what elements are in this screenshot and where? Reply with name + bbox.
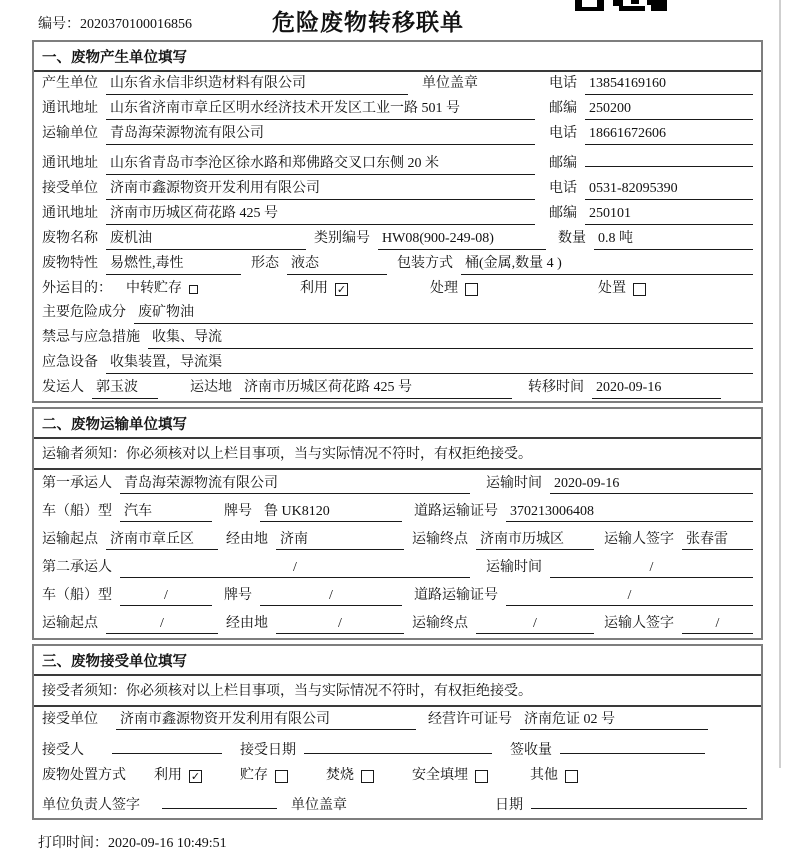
checkbox-utilize: ✓ (336, 283, 347, 297)
transporter-sign-label: 运输人签字 (604, 615, 674, 631)
road-license1-value: 370213006408 (506, 502, 753, 523)
row-shipper (34, 376, 761, 401)
print-time-label: 打印时间： (38, 836, 108, 851)
unit-seal-label: 单位盖章 (291, 797, 347, 813)
row-head-sign (34, 788, 761, 818)
row-route2 (34, 610, 761, 638)
accept-unit-value: 济南市鑫源物资开发利用有限公司 (116, 710, 416, 731)
receiver-zip-value: 250101 (585, 204, 753, 225)
carrier2-value: / (120, 558, 470, 579)
checkbox-disposal-landfill (475, 770, 488, 783)
form-label: 形态 (251, 256, 279, 271)
vehicle-type2-value: / (120, 586, 212, 607)
transfer-time-label: 转移时间 (528, 380, 584, 395)
print-time-value: 2020-09-16 10:49:51 (108, 836, 227, 851)
row-hazard (34, 301, 761, 326)
row-carrier1 (34, 470, 761, 498)
taboo-label: 禁忌与应急措施 (42, 330, 140, 345)
purpose-option-treat: 处理 (430, 279, 478, 299)
accept-person-label: 接受人 (42, 742, 84, 758)
origin2-value: / (106, 614, 218, 635)
phone-label: 电话 (549, 76, 577, 91)
endpoint-label: 运输终点 (412, 615, 468, 631)
row-producer-unit (34, 72, 761, 97)
permit-label: 经营许可证号 (428, 711, 512, 727)
quantity-value: 0.8 吨 (594, 229, 753, 250)
receiver-notice: 接受者须知：你必须核对以上栏目事项，当与实际情况不符时，有权拒绝接受。 (34, 676, 761, 707)
vehicle-type-label: 车（船）型 (42, 587, 112, 603)
endpoint2-value: / (476, 614, 594, 635)
via2-value: / (276, 614, 404, 635)
purpose-label: 外运目的： (42, 281, 112, 296)
waste-name-label: 废物名称 (42, 231, 98, 246)
producer-zip-value: 250200 (585, 99, 753, 120)
row-waste-character (34, 252, 761, 277)
section-receiver (32, 644, 763, 820)
plate-label: 牌号 (224, 503, 252, 519)
disposal-option-incinerate: 焚烧 (326, 766, 374, 786)
destination-label: 运达地 (190, 380, 232, 395)
receiver-phone-value: 0531-82095390 (585, 179, 753, 200)
print-time (0, 824, 796, 852)
transporter-sign2-value: / (682, 614, 753, 635)
row-producer-address (34, 97, 761, 122)
transporter-notice: 运输者须知：你必须核对以上栏目事项，当与实际情况不符时，有权拒绝接受。 (34, 439, 761, 470)
row-accept-person (34, 733, 761, 763)
checkbox-disposal-incinerate (361, 770, 374, 783)
form-value: 液态 (287, 254, 387, 275)
unit-seal-label: 单位盖章 (422, 76, 478, 91)
row-waste-name (34, 227, 761, 252)
checkbox-treat (465, 283, 478, 296)
road-license-label: 道路运输证号 (414, 587, 498, 603)
road-license2-value: / (506, 586, 753, 607)
checkbox-transfer-storage (189, 285, 198, 294)
transport-address-value: 山东省青岛市李沧区徐水路和郑佛路交叉口东侧 20 米 (106, 154, 535, 175)
date-value (531, 791, 747, 809)
taboo-value: 收集、导流 (148, 328, 753, 349)
row-receiver-unit (34, 177, 761, 202)
row-receiver-address (34, 202, 761, 227)
zip-label: 邮编 (549, 156, 577, 171)
receiver-address-value: 济南市历城区荷花路 425 号 (106, 204, 535, 225)
disposal-option-landfill: 安全填埋 (412, 766, 488, 786)
packing-value: 桶(金属,数量 4 ) (461, 254, 753, 275)
row-vehicle1 (34, 498, 761, 526)
accept-date-label: 接受日期 (240, 742, 296, 758)
endpoint-label: 运输终点 (412, 531, 468, 547)
signed-amount-value (560, 736, 705, 754)
transporter-sign-label: 运输人签字 (604, 531, 674, 547)
carrier1-label: 第一承运人 (42, 475, 112, 491)
row-purpose (34, 277, 761, 301)
serial-value: 2020370100016856 (80, 17, 192, 32)
waste-name-value: 废机油 (106, 229, 306, 250)
checkbox-dispose (633, 283, 646, 296)
page-right-edge (779, 0, 781, 768)
category-code-value: HW08(900-249-08) (378, 229, 546, 250)
section-producer-title: 一、废物产生单位填写 (34, 42, 761, 72)
via-label: 经由地 (226, 531, 268, 547)
vehicle-type-label: 车（船）型 (42, 503, 112, 519)
plate-label: 牌号 (224, 587, 252, 603)
date-label: 日期 (495, 797, 523, 813)
address-label: 通讯地址 (42, 206, 98, 221)
disposal-option-other: 其他 (530, 766, 578, 786)
address-label: 通讯地址 (42, 156, 98, 171)
waste-character-value: 易燃性,毒性 (106, 254, 241, 275)
purpose-option-transfer-storage: 中转贮存 (126, 279, 198, 299)
hazard-label: 主要危险成分 (42, 305, 126, 320)
section-transporter-title: 二、废物运输单位填写 (34, 409, 761, 439)
transport-time-label: 运输时间 (486, 559, 542, 575)
equipment-value: 收集装置，导流渠 (106, 353, 753, 374)
road-license-label: 道路运输证号 (414, 503, 498, 519)
origin-label: 运输起点 (42, 615, 98, 631)
checkbox-disposal-other (565, 770, 578, 783)
qr-code-fragment-icon (575, 0, 667, 11)
plate2-value: / (260, 586, 402, 607)
phone-label: 电话 (549, 126, 577, 141)
hazard-value: 废矿物油 (134, 303, 753, 324)
transport-unit-label: 运输单位 (42, 126, 98, 141)
transport-time-label: 运输时间 (486, 475, 542, 491)
phone-label: 电话 (549, 181, 577, 196)
plate1-value: 鲁 UK8120 (260, 502, 402, 523)
section-producer (32, 40, 763, 403)
receiver-unit-value: 济南市鑫源物资开发利用有限公司 (106, 179, 535, 200)
row-route1 (34, 526, 761, 554)
transporter-sign1-value: 张春雷 (682, 530, 753, 551)
accept-unit-label: 接受单位 (42, 711, 98, 727)
row-accept-unit (34, 707, 761, 733)
address-label: 通讯地址 (42, 101, 98, 116)
shipper-label: 发运人 (42, 380, 84, 395)
checkbox-disposal-utilize: ✓ (190, 769, 201, 783)
row-carrier2 (34, 554, 761, 582)
via1-value: 济南 (276, 530, 404, 551)
accept-person-value (112, 736, 222, 754)
checkbox-disposal-storage (275, 770, 288, 783)
via-label: 经由地 (226, 615, 268, 631)
carrier2-label: 第二承运人 (42, 559, 112, 575)
category-code-label: 类别编号 (314, 231, 370, 246)
row-disposal-method (34, 763, 761, 788)
document-header (0, 0, 796, 40)
producer-unit-label: 产生单位 (42, 76, 98, 91)
shipper-value: 郭玉波 (92, 378, 158, 399)
transport-zip-value (585, 149, 753, 167)
transport-time2-value: / (550, 558, 753, 579)
disposal-method-label: 废物处置方式 (42, 767, 126, 783)
endpoint1-value: 济南市历城区 (476, 530, 594, 551)
origin1-value: 济南市章丘区 (106, 530, 218, 551)
receiver-unit-label: 接受单位 (42, 181, 98, 196)
packing-label: 包装方式 (397, 256, 453, 271)
quantity-label: 数量 (558, 231, 586, 246)
head-sign-value (162, 791, 277, 809)
carrier1-value: 青岛海荣源物流有限公司 (120, 474, 470, 495)
transport-time1-value: 2020-09-16 (550, 474, 753, 495)
origin-label: 运输起点 (42, 531, 98, 547)
row-equipment (34, 351, 761, 376)
producer-phone-value: 13854169160 (585, 74, 753, 95)
purpose-option-utilize: 利用 ✓ (300, 281, 347, 297)
purpose-option-dispose: 处置 (598, 279, 646, 299)
vehicle-type1-value: 汽车 (120, 502, 212, 523)
zip-label: 邮编 (549, 206, 577, 221)
transfer-time-value: 2020-09-16 (592, 378, 721, 399)
permit-value: 济南危证 02 号 (520, 710, 708, 731)
signed-amount-label: 签收量 (510, 742, 552, 758)
zip-label: 邮编 (549, 101, 577, 116)
section-receiver-title: 三、废物接受单位填写 (34, 646, 761, 676)
head-sign-label: 单位负责人签字 (42, 797, 140, 813)
waste-character-label: 废物特性 (42, 256, 98, 271)
serial-label: 编号： (38, 17, 80, 32)
producer-unit-value: 山东省永信非织造材料有限公司 (106, 74, 408, 95)
accept-date-value (304, 736, 492, 754)
disposal-option-utilize: 利用 ✓ (154, 767, 201, 783)
transport-unit-value: 青岛海荣源物流有限公司 (106, 124, 535, 145)
row-taboo (34, 326, 761, 351)
row-transport-unit (34, 122, 761, 147)
transport-phone-value: 18661672606 (585, 124, 753, 145)
destination-value: 济南市历城区荷花路 425 号 (240, 378, 512, 399)
producer-address-value: 山东省济南市章丘区明水经济技术开发区工业一路 501 号 (106, 99, 535, 120)
section-transporter (32, 407, 763, 640)
row-transport-address (34, 147, 761, 177)
row-vehicle2 (34, 582, 761, 610)
disposal-option-storage: 贮存 (240, 766, 288, 786)
page-title: 危险废物转移联单 (272, 9, 464, 35)
equipment-label: 应急设备 (42, 355, 98, 370)
